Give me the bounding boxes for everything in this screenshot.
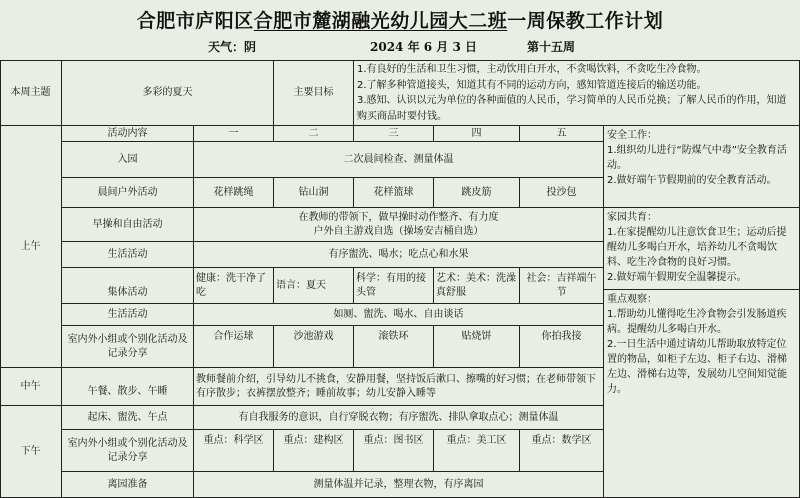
indoor-pm-wed: 重点：图书区	[354, 430, 434, 472]
group-fri: 社会：吉祥端午节	[520, 268, 604, 304]
indoor-am-thu: 贴烧饼	[434, 326, 520, 368]
day-header-fri: 五	[520, 126, 604, 142]
group-tue: 语言：夏天	[274, 268, 354, 304]
goals-text: 1.有良好的生活和卫生习惯，主动饮用白开水，不贪喝饮料，不贪吃生冷食物。 2.了解多种管道接头，知道其有不同的运动方向，感知管道连接后的输送功能。 3.感知、认识以元为单位的各种面值的人民币，学习简单的人民币兑换；了解人民币的作用，知道购买商品时要付钱。	[354, 60, 800, 126]
indoor-am-fri: 你拍我接	[520, 326, 604, 368]
indoor-pm-thu: 重点：美工区	[434, 430, 520, 472]
outdoor-fri: 投沙包	[520, 178, 604, 208]
day-header-wed: 三	[354, 126, 434, 142]
group-thu: 艺术：美术：洗澡真舒服	[434, 268, 520, 304]
section-afternoon: 下午	[0, 406, 62, 498]
outdoor-thu: 跳皮筋	[434, 178, 520, 208]
indoor-am-label: 室内外小组或个别化活动及记录分享	[62, 326, 194, 368]
afternoon-wakeup-content: 有自我服务的意识，自行穿脱衣物；有序盥洗、排队拿取点心；测量体温	[194, 406, 604, 430]
section-morning: 上午	[0, 126, 62, 368]
goals-label: 主要目标	[274, 60, 354, 126]
exercise-content: 在教师的带领下，做早操时动作整齐、有力度 户外自主游戏自选（操场安吉桶自选）	[194, 208, 604, 242]
group-mon: 健康：洗干净了吃	[194, 268, 274, 304]
weather-text: 天气：阴	[208, 40, 257, 54]
afternoon-wakeup-label: 起床、盥洗、午点	[62, 406, 194, 430]
indoor-pm-tue: 重点：建构区	[274, 430, 354, 472]
life-activity-label: 生活活动	[62, 242, 194, 268]
theme-value: 多彩的夏天	[62, 60, 274, 126]
life-activity-2-label: 生活活动	[62, 304, 194, 326]
outdoor-tue: 钻山洞	[274, 178, 354, 208]
family-notes: 家园共育： 1.在家提醒幼儿注意饮食卫生；运动后提醒幼儿多喝白开水，培养幼儿不贪喝饮料、吃生冷食物的良好习惯。 2.做好端午假期安全温馨提示。	[604, 208, 800, 290]
life-activity-2-content: 如厕、盥洗、喝水、自由谈话	[194, 304, 604, 326]
title-school-class: 合肥市麓湖融光幼儿园大二班	[253, 10, 508, 32]
outdoor-label: 晨间户外活动	[62, 178, 194, 208]
day-header-tue: 二	[274, 126, 354, 142]
noon-label: 午餐、散步、午睡	[62, 368, 194, 406]
indoor-am-tue: 沙池游戏	[274, 326, 354, 368]
noon-content: 教师餐前介绍，引导幼儿不挑食，安静用餐，坚持饭后漱口、擦嘴的好习惯；在老师带领下有序散步；衣裤摆放整齐；睡前故事；幼儿安静入睡等	[194, 368, 604, 406]
title-prefix: 合肥市庐阳区	[136, 10, 254, 32]
theme-label: 本周主题	[0, 60, 62, 126]
exercise-label: 早操和自由活动	[62, 208, 194, 242]
page-title	[0, 6, 800, 33]
date-text: 2024 年 6 月 3 日	[370, 40, 477, 54]
group-wed: 科学：有用的接头管	[354, 268, 434, 304]
group-activity-label: 集体活动	[62, 268, 194, 304]
days-label: 活动内容	[62, 126, 194, 142]
day-header-mon: 一	[194, 126, 274, 142]
indoor-pm-label: 室内外小组或个别化活动及记录分享	[62, 430, 194, 472]
indoor-am-wed: 滚铁环	[354, 326, 434, 368]
plan-table	[0, 60, 800, 498]
arrival-content: 二次晨间检查、测量体温	[194, 142, 604, 178]
indoor-am-mon: 合作运球	[194, 326, 274, 368]
leave-label: 离园准备	[62, 472, 194, 498]
life-activity-content: 有序盥洗、喝水；吃点心和水果	[194, 242, 604, 268]
title-suffix: 一周保教工作计划	[507, 10, 664, 32]
week-text: 第十五周	[527, 40, 576, 54]
safety-notes: 安全工作： 1.组织幼儿进行“防煤气中毒”安全教育活动。 2.做好端午节假期前的安全教育活动。	[604, 126, 800, 208]
indoor-pm-mon: 重点：科学区	[194, 430, 274, 472]
arrival-label: 入园	[62, 142, 194, 178]
outdoor-wed: 花样篮球	[354, 178, 434, 208]
outdoor-mon: 花样跳绳	[194, 178, 274, 208]
leave-content: 测量体温并记录，整理衣物，有序离园	[194, 472, 604, 498]
section-noon: 中午	[0, 368, 62, 406]
observation-notes: 重点观察： 1.帮助幼儿懂得吃生冷食物会引发肠道疾病。提醒幼儿多喝白开水。 2.一日生活中通过请幼儿帮助取放特定位置的物品，如柜子左边、柜子右边、滑梯左边、滑梯右边等，发展幼儿空间知觉能力。	[604, 290, 800, 498]
day-header-thu: 四	[434, 126, 520, 142]
indoor-pm-fri: 重点：数学区	[520, 430, 604, 472]
